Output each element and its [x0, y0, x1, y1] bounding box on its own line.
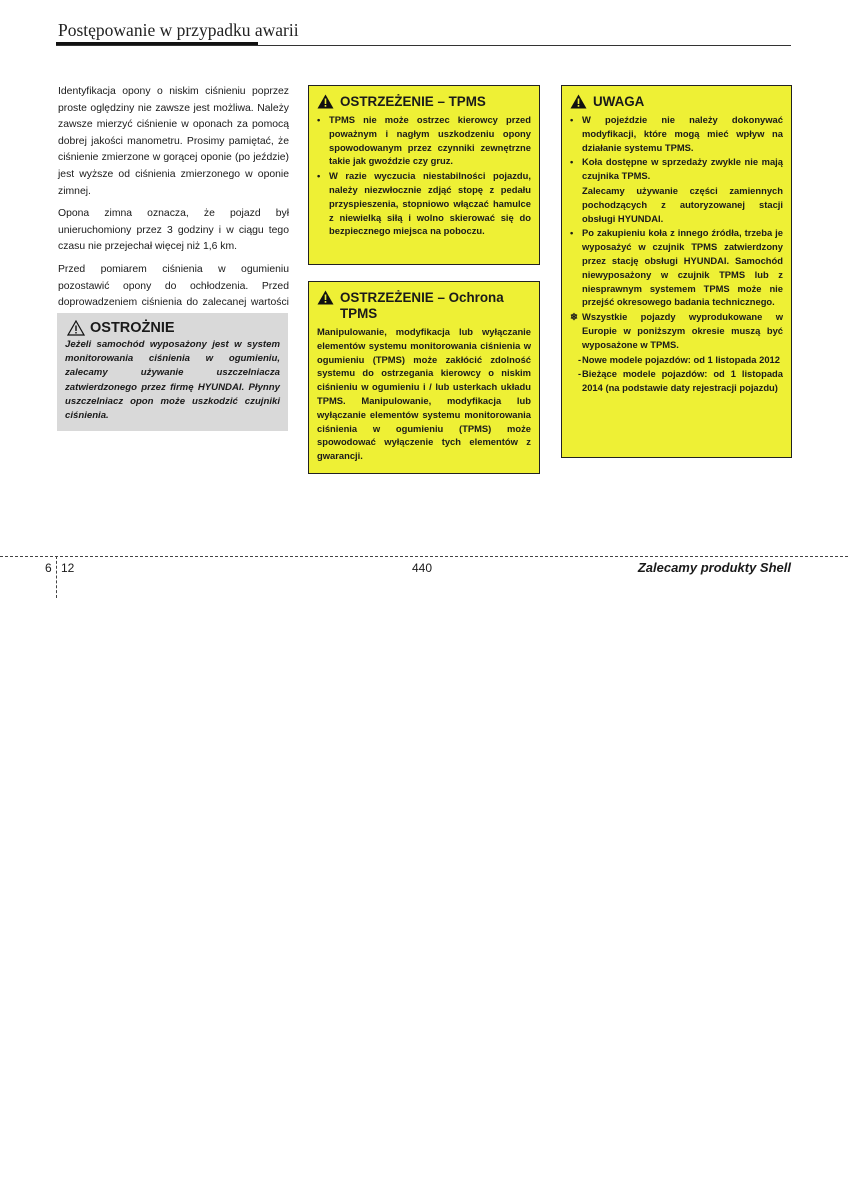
- caution-body: Jeżeli samochód wyposażony jest w system monitorowania ciśnienia w ogumieniu, zalecamy używanie uszczelniacza zatwierdzonego przez firmę HYUNDAI. Płynny uszczelniacz opon może uszkodzić czujniki ciśnienia.: [65, 339, 280, 422]
- warning-tpms-title: OSTRZEŻENIE – TPMS: [340, 94, 486, 109]
- footer-brand-text: Zalecamy produkty Shell: [637, 560, 791, 575]
- asterisk-icon: ❄: [570, 311, 578, 323]
- notice-title: UWAGA: [593, 94, 645, 109]
- notice-list: [570, 113, 783, 395]
- list-subitem: - Nowe modele pojazdów: od 1 listopada 2012: [578, 353, 780, 365]
- warning-triangle-icon: [317, 290, 334, 305]
- list-subitem: - Bieżące modele pojazdów: od 1 listopada 2014 (na podstawie daty rejestracji pojazdu): [578, 368, 783, 394]
- list-item: • TPMS nie może ostrzec kierowcy przed poważnym i nagłym uszkodzeniu opony spowodowanym przez czynniki zewnętrzne takie jak gwoździe czy gruz.: [317, 114, 531, 167]
- footer-page-number: 12: [61, 561, 75, 575]
- list-item: • Po zakupieniu koła z innego źródła, trzeba je wyposażyć w czujnik TPMS zatwierdzony przez stację obsługi HYUNDAI. Samochód niewyposażony w czujnik TPMS lub z niesprawnym systemem TPMS może nie przejść okresowego badania technicznego.: [570, 227, 783, 308]
- notice-heading: [570, 94, 783, 110]
- header-rule: [56, 45, 791, 46]
- warning-protection-body: Manipulowanie, modyfikacja lub wyłączanie elementów systemu monitorowania ciśnienia w ogumieniu (TPMS) może zakłócić zdolność systemu do ostrzegania kierowcy o niskim ciśnieniu w ogumieniu i / lub usterkach układu TPMS. Manipulowanie, modyfikacja lub wyłączanie elementów systemu monitorowania ciśnienia w ogumieniu (TPMS) może spowodować wyłączenie tych elementów z gwarancji.: [317, 326, 531, 462]
- list-item: • W razie wyczucia niestabilności pojazdu, należy niezwłocznie zdjąć stopę z pedału przyspieszenia, stopniowo włączać hamulce z niewielką siłą i wolno skierować się do bezpiecznego miejsca na poboczu.: [317, 170, 531, 237]
- warning-tpms-list: [317, 113, 531, 238]
- notice-box: [561, 85, 792, 458]
- caution-triangle-icon: [67, 320, 85, 336]
- page-header-title: Postępowanie w przypadku awarii: [58, 20, 299, 40]
- caution-heading: [67, 320, 280, 336]
- footer-sheet-number: 440: [412, 561, 433, 575]
- list-item: • Koła dostępne w sprzedaży zwykle nie mają czujnika TPMS.: [570, 156, 783, 182]
- warning-protection-box: [308, 281, 540, 474]
- paragraph-3: Przed pomiarem ciśnienia w ogumieniu pozostawić opony do ochłodzenia. Przed doprowadzeniem ciśnienia do zalecanej wartości: [58, 263, 289, 309]
- warning-protection-heading: [317, 290, 531, 322]
- footer-chapter: 6: [45, 561, 52, 575]
- caution-box: [57, 313, 288, 431]
- paragraph-2: Opona zimna oznacza, że pojazd był unieruchomiony przez 3 godziny i w ciągu tego czasu nie przejechał więcej niż 1,6 km.: [58, 208, 289, 253]
- warning-triangle-icon: [570, 94, 587, 109]
- caution-title: OSTROŻNIE: [90, 320, 175, 336]
- warning-tpms-heading: [317, 94, 531, 110]
- left-column: [58, 84, 289, 334]
- list-item: • W pojeździe nie należy dokonywać modyfikacji, które mogą mieć wpływ na działanie systemu TPMS.: [570, 114, 783, 153]
- list-item-star: ❄ Wszystkie pojazdy wyprodukowane w Europie w poniższym okresie muszą być wyposażone w TPMS.: [570, 311, 783, 350]
- paragraph-1: Identyfikacja opony o niskim ciśnieniu poprzez proste oględziny nie zawsze jest możliwa. Należy zawsze mierzyć ciśnienie w oponach za pomocą dobrej jakości manometru. Prosimy pamiętać, że ciśnienie zmierzone w gorącej oponie (po jeździe) jest wyższe od ciśnienia zmierzonego w oponie zimnej.: [58, 86, 289, 197]
- footer-divider: [0, 556, 848, 557]
- warning-protection-title: OSTRZEŻENIE – Ochrona TPMS: [340, 290, 504, 321]
- warning-triangle-icon: [317, 94, 334, 109]
- warning-tpms-box: [308, 85, 540, 265]
- list-item-continuation: Zalecamy używanie części zamiennych pochodzących z autoryzowanej stacji obsługi HYUNDAI.: [582, 184, 783, 224]
- footer-vertical-divider: [56, 556, 57, 598]
